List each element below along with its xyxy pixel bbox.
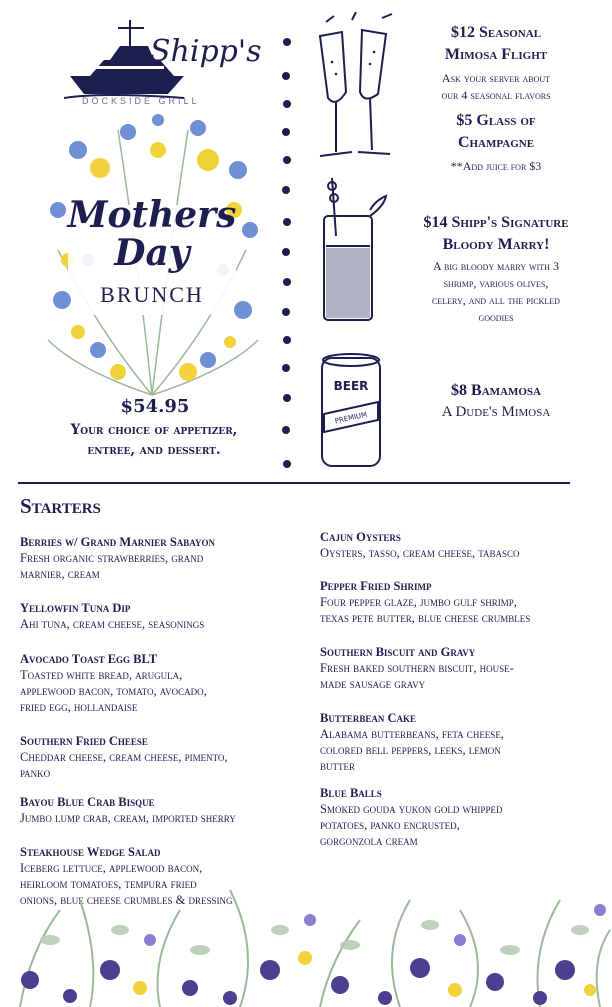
mothers-day-title [62,196,242,272]
starter-desc-line1: Cheddar cheese, cream cheese, pimento, [20,750,228,764]
drink-title-line2: Mimosa Flight [444,46,548,63]
starter-desc-line3: fried egg, hollandaise [20,700,138,714]
drink-desc-line4: goodies [478,310,514,324]
section-divider [18,482,570,484]
drink-title-line1: $12 Seasonal [450,24,542,41]
starter-item [320,578,605,626]
hero-title-line1: Mothers [67,194,237,236]
starter-item [320,785,605,849]
starter-desc-line1: Jumbo lump crab, cream, imported sherry [20,811,236,825]
drink-desc-line1: A big bloody marry with 3 [433,259,559,273]
starter-desc-line1: Alabama butterbeans, feta cheese, [320,727,504,741]
starter-desc-line1: Toasted white bread, arugula, [20,668,183,682]
starter-desc-line2: marnier, cream [20,567,100,581]
drink-mimosa-flight [392,22,600,104]
starter-name: Bayou Blue Crab Bisque [20,795,155,809]
drink-desc-line1: Ask your server about [441,71,551,85]
drink-title-line1: $8 Bamamosa [451,382,541,399]
starter-desc-line2: texas pete butter, blue cheese crumbles [320,611,531,625]
hero-title-line2: Day [114,232,190,274]
starter-desc-line3: gorgonzola cream [320,834,418,848]
bottom-floral-border-image [0,870,612,1007]
drink-title-line2: Bloody Marry! [442,236,550,253]
starter-name: Butterbean Cake [320,711,417,725]
starter-name: Steakhouse Wedge Salad [20,845,161,859]
starter-desc-line1: Fresh baked southern biscuit, house- [320,661,514,675]
beer-can-icon [318,350,384,472]
starter-item [320,644,605,692]
starter-item [20,600,305,632]
drink-desc-line2: shrimp, various olives, [443,276,549,290]
starter-desc-line3: onions, blue cheese crumbles & dressing [20,893,233,907]
brunch-price: $54.95 [120,396,190,417]
drink-desc-line3: celery, and all the pickled [432,293,560,307]
drink-bloody-mary [388,212,604,326]
starter-desc-line1: Fresh organic strawberries, grand [20,551,204,565]
champagne-glasses-icon [306,12,402,162]
starter-item [20,534,305,582]
starters-heading: Starters [20,494,101,518]
starter-desc-line1: Oysters, tasso, cream cheese, tabasco [320,546,520,560]
starter-desc-line1: Ahi tuna, cream cheese, seasonings [20,617,205,631]
starter-desc-line2: applewood bacon, tomato, avocado, [20,684,207,698]
starter-name: Southern Biscuit and Gravy [320,645,476,659]
starter-desc-line1: Four pepper glaze, jumbo gulf shrimp, [320,595,517,609]
starter-name: Pepper Fried Shrimp [320,579,432,593]
dotted-divider [278,20,298,480]
beer-can-label: BEER [333,379,369,393]
starter-name: Southern Fried Cheese [20,734,148,748]
brunch-desc-line1: Your choice of appetizer, [70,422,238,438]
starter-name: Blue Balls [320,786,382,800]
drink-bamamosa [392,380,600,422]
drink-desc-line2: our 4 seasonal flavors [441,88,551,102]
starter-item [20,651,305,715]
logo-name: Shipp's [150,34,262,69]
bloody-mary-icon [312,176,392,324]
brunch-description [18,420,290,460]
starter-desc-line2: panko [20,766,51,780]
drink-champagne [392,110,600,175]
starter-name: Berries w/ Grand Marnier Sabayon [20,535,215,549]
drink-title-line1: $5 Glass of [456,112,536,129]
drink-title-line1: $14 Shipp's Signature [423,214,569,231]
starter-desc-line2: heirloom tomatoes, tempura fried [20,877,197,891]
brunch-subtitle: BRUNCH [100,282,204,307]
starter-desc-line2: colored bell peppers, leeks, lemon [320,743,501,757]
starter-name: Avocado Toast Egg BLT [20,652,158,666]
starter-desc-line1: Smoked gouda yukon gold whipped [320,802,503,816]
drink-desc-line1: A Dude's Mimosa [441,404,551,420]
beer-can-band: PREMIUM [334,410,368,426]
drink-desc-line1: **Add juice for $3 [450,159,542,173]
starter-desc-line2: made sausage gravy [320,677,426,691]
starter-item [320,529,605,561]
starter-item [320,710,605,774]
starter-name: Yellowfin Tuna Dip [20,601,131,615]
starter-item [20,733,305,781]
starter-desc-line2: potatoes, panko encrusted, [320,818,460,832]
logo-subtitle: DOCKSIDE GRILL [82,96,200,106]
brunch-desc-line2: entree, and dessert. [87,442,221,458]
starter-desc-line1: Iceberg lettuce, applewood bacon, [20,861,203,875]
starter-item [20,794,305,826]
starter-desc-line3: butter [320,759,355,773]
starter-name: Cajun Oysters [320,530,401,544]
drink-title-line2: Champagne [457,134,535,151]
